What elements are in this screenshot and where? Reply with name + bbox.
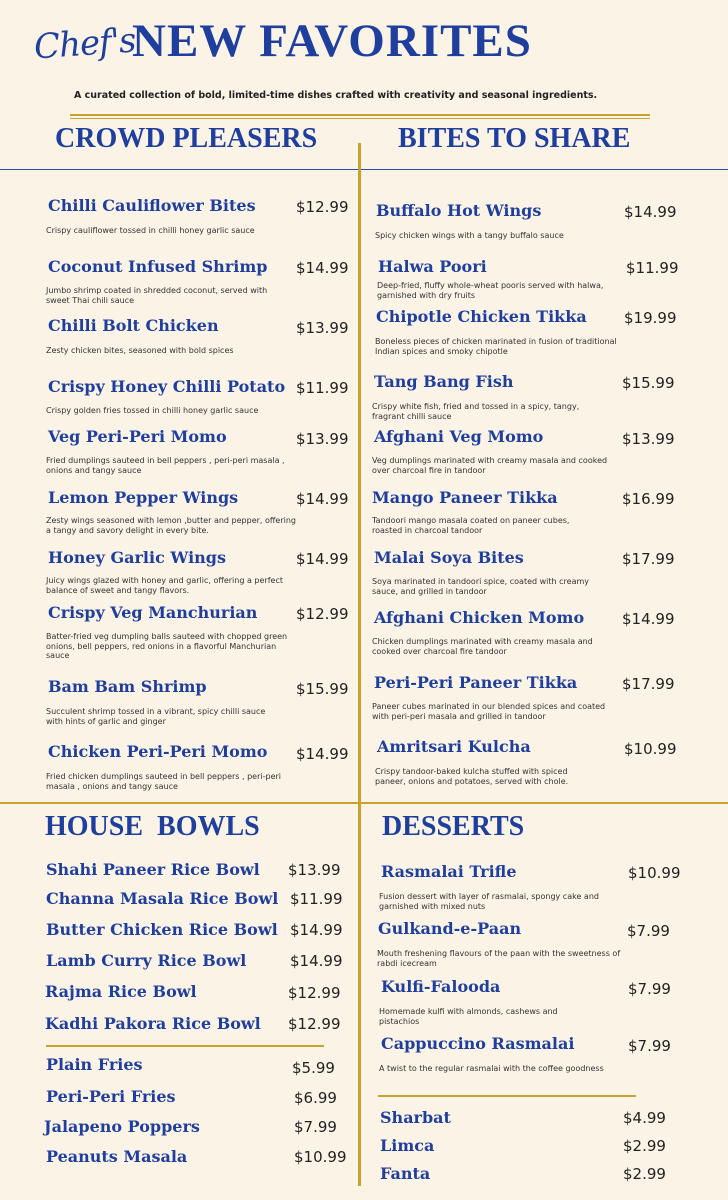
item-price: $12.99 (288, 984, 341, 1002)
section-heading-house-bowls: HOUSE BOWLS (45, 811, 260, 842)
item-description: Soya marinated in tandoori spice, coated with creamy sauce, and grilled in tandoor (372, 577, 590, 596)
item-price: $17.99 (622, 550, 675, 568)
item-name: Plain Fries (46, 1055, 143, 1074)
item-price: $2.99 (623, 1165, 666, 1183)
item-description: Fried chicken dumplings sauteed in bell peppers , peri-peri masala , onions and tangy sauce (46, 772, 282, 791)
item-price: $14.99 (290, 952, 343, 970)
item-price: $2.99 (623, 1137, 666, 1155)
item-price: $11.99 (626, 259, 679, 277)
item-name: Chilli Cauliflower Bites (48, 196, 256, 215)
section-heading-bites-to-share: BITES TO SHARE (398, 123, 631, 154)
item-description: Batter-fried veg dumpling balls sauteed with chopped green onions, bell peppers, red onions in a flavorful Manchurian sauce (46, 632, 288, 660)
header-divider-gold-2 (70, 118, 650, 119)
item-description: Juicy wings glazed with honey and garlic, offering a perfect balance of sweet and tangy flavors. (46, 576, 283, 595)
item-description: Crispy cauliflower tossed in chilli honey garlic sauce (46, 226, 255, 235)
item-price: $7.99 (294, 1118, 337, 1136)
item-price: $7.99 (627, 922, 670, 940)
section-heading-crowd-pleasers: CROWD PLEASERS (55, 123, 318, 154)
item-price: $10.99 (628, 864, 681, 882)
item-name: Jalapeno Poppers (44, 1117, 200, 1136)
item-price: $13.99 (296, 319, 349, 337)
item-name: Fanta (380, 1164, 431, 1183)
item-name: Peri-Peri Fries (46, 1087, 176, 1106)
item-description: Crispy tandoor-baked kulcha stuffed with spiced paneer, onions and potatoes, served with chole. (375, 767, 569, 786)
middle-horizontal-divider (0, 802, 728, 804)
item-price: $15.99 (622, 374, 675, 392)
item-description: Tandoori mango masala coated on paneer cubes, roasted in charcoal tandoor (372, 516, 570, 535)
top-horizontal-divider (0, 169, 728, 170)
item-description: Boneless pieces of chicken marinated in fusion of traditional Indian spices and smoky chipotle (375, 337, 617, 356)
item-price: $13.99 (622, 430, 675, 448)
item-name: Chilli Bolt Chicken (48, 316, 219, 335)
item-name: Kadhi Pakora Rice Bowl (45, 1014, 261, 1033)
item-name: Lamb Curry Rice Bowl (46, 951, 247, 970)
item-price: $14.99 (296, 745, 349, 763)
item-name: Bam Bam Shrimp (48, 677, 207, 696)
item-name: Mango Paneer Tikka (372, 488, 558, 507)
item-price: $5.99 (292, 1059, 335, 1077)
item-description: Deep-fried, fluffy whole-wheat pooris served with halwa, garnished with dry fruits (377, 281, 604, 300)
item-name: Malai Soya Bites (374, 548, 524, 567)
item-description: Crispy white fish, fried and tossed in a spicy, tangy, fragrant chilli sauce (372, 402, 580, 421)
item-price: $16.99 (622, 490, 675, 508)
item-name: Peanuts Masala (46, 1147, 188, 1166)
item-name: Crispy Veg Manchurian (48, 603, 258, 622)
item-price: $13.99 (288, 861, 341, 879)
item-price: $6.99 (294, 1089, 337, 1107)
item-name: Tang Bang Fish (374, 372, 514, 391)
item-price: $19.99 (624, 309, 677, 327)
item-price: $12.99 (296, 198, 349, 216)
item-name: Butter Chicken Rice Bowl (46, 920, 278, 939)
item-name: Afghani Chicken Momo (374, 608, 585, 627)
item-name: Chipotle Chicken Tikka (376, 307, 587, 326)
desserts-drinks-divider (378, 1095, 636, 1097)
header-divider-gold (70, 114, 650, 116)
item-name: Lemon Pepper Wings (48, 488, 239, 507)
item-name: Coconut Infused Shrimp (48, 257, 268, 276)
item-price: $14.99 (624, 203, 677, 221)
item-description: Jumbo shrimp coated in shredded coconut, served with sweet Thai chili sauce (46, 286, 268, 305)
item-name: Channa Masala Rice Bowl (46, 889, 279, 908)
item-price: $14.99 (290, 921, 343, 939)
item-description: Mouth freshening flavours of the paan with the sweetness of rabdi icecream (377, 949, 621, 968)
item-price: $14.99 (296, 550, 349, 568)
item-name: Rajma Rice Bowl (45, 982, 197, 1001)
bowls-sides-divider (46, 1045, 324, 1047)
item-name: Veg Peri-Peri Momo (48, 427, 227, 446)
item-price: $14.99 (296, 259, 349, 277)
item-name: Limca (380, 1136, 435, 1155)
item-price: $12.99 (288, 1015, 341, 1033)
item-name: Honey Garlic Wings (48, 548, 226, 567)
item-name: Crispy Honey Chilli Potato (48, 377, 286, 396)
item-description: Zesty wings seasoned with lemon ,butter and pepper, offering a tangy and savory delight in every bite. (46, 516, 296, 535)
item-name: Rasmalai Trifle (381, 862, 517, 881)
item-price: $7.99 (628, 980, 671, 998)
item-name: Afghani Veg Momo (374, 427, 544, 446)
item-name: Cappuccino Rasmalai (381, 1034, 575, 1053)
item-price: $10.99 (294, 1148, 347, 1166)
item-price: $4.99 (623, 1109, 666, 1127)
item-description: Chicken dumplings marinated with creamy masala and cooked over charcoal fire tandoor (372, 637, 593, 656)
item-description: Succulent shrimp tossed in a vibrant, spicy chilli sauce with hints of garlic and ginger (46, 707, 266, 726)
item-description: Crispy golden fries tossed in chilli honey garlic sauce (46, 406, 259, 415)
item-description: Fusion dessert with layer of rasmalai, spongy cake and garnished with mixed nuts (379, 892, 599, 911)
item-name: Peri-Peri Paneer Tikka (374, 673, 578, 692)
item-price: $14.99 (622, 610, 675, 628)
item-price: $12.99 (296, 605, 349, 623)
item-price: $14.99 (296, 490, 349, 508)
item-name: Chicken Peri-Peri Momo (48, 742, 268, 761)
item-description: Zesty chicken bites, seasoned with bold spices (46, 346, 234, 355)
item-name: Kulfi-Falooda (381, 977, 501, 996)
item-price: $7.99 (628, 1037, 671, 1055)
item-description: Fried dumplings sauteed in bell peppers , peri-peri masala , onions and tangy sauce (46, 456, 285, 475)
item-description: Spicy chicken wings with a tangy buffalo sauce (375, 231, 564, 240)
item-name: Gulkand-e-Paan (378, 919, 522, 938)
page-title: NEW FAVORITES (132, 15, 532, 67)
item-price: $17.99 (622, 675, 675, 693)
item-description: Homemade kulfi with almonds, cashews and pistachios (379, 1007, 558, 1026)
chefs-script-title: Chef's (32, 20, 137, 68)
item-name: Halwa Poori (378, 257, 487, 276)
vertical-column-divider (358, 143, 361, 1186)
item-name: Amritsari Kulcha (377, 737, 531, 756)
item-price: $11.99 (296, 379, 349, 397)
page-subtitle: A curated collection of bold, limited-time dishes crafted with creativity and seasonal ingredients. (74, 90, 598, 101)
item-description: A twist to the regular rasmalai with the coffee goodness (379, 1064, 604, 1073)
item-price: $11.99 (290, 890, 343, 908)
item-price: $10.99 (624, 740, 677, 758)
item-price: $13.99 (296, 430, 349, 448)
item-price: $15.99 (296, 680, 349, 698)
item-description: Veg dumplings marinated with creamy masala and cooked over charcoal fire in tandoor (372, 456, 608, 475)
item-name: Shahi Paneer Rice Bowl (46, 860, 260, 879)
item-description: Paneer cubes marinated in our blended spices and coated with peri-peri masala and grilled in tandoor (372, 702, 606, 721)
section-heading-desserts: DESSERTS (382, 811, 525, 842)
item-name: Sharbat (380, 1108, 451, 1127)
item-name: Buffalo Hot Wings (376, 201, 542, 220)
